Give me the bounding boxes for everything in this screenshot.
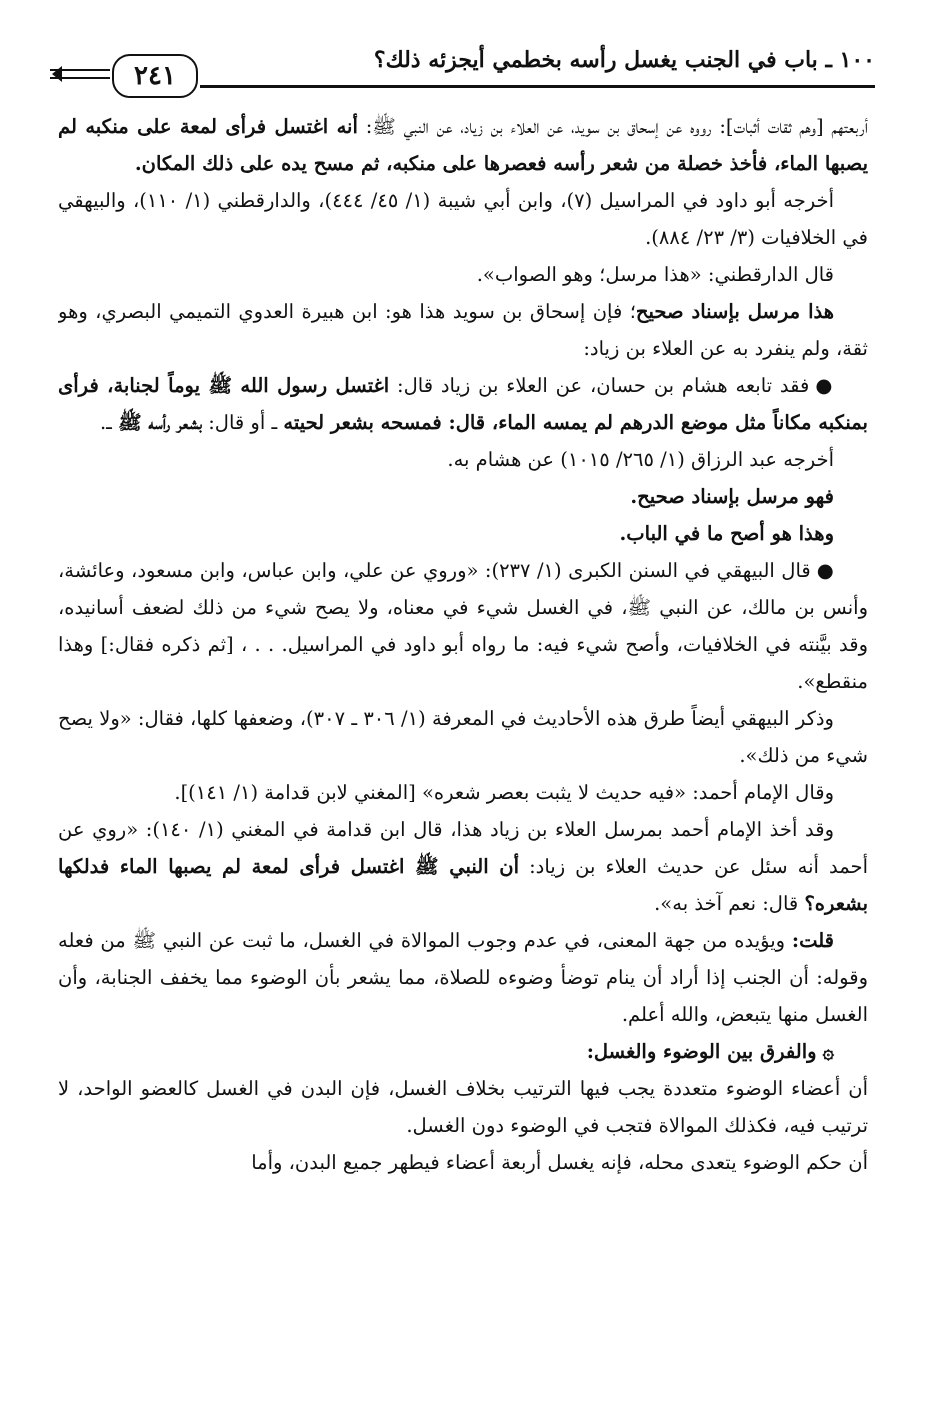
- paragraph: [58, 700, 868, 774]
- text-run: قال البيهقي في السنن الكبرى (١/ ٢٣٧): «وروي عن علي، وابن عباس، وابن مسعود، وعائشة، وأنس بن مالك، عن النبي ﷺ، في الغسل شيء في معناه، ولا يصح شيء من ذلك لضعف أسانيده، وقد بيَّنته في الخلافيات، وأصح شيء فيه: ما رواه أبو داود في المراسيل. . . ، [ثم ذكره فقال:] وهذا منقطع».: [58, 559, 868, 693]
- bold-text: اغتسل رسول الله ﷺ يوماً لجنابة، فرأى بمنكبه مكاناً مثل موضع الدرهم لم يمسه الماء، قال: فمسحه بشعر لحيته: [58, 374, 868, 434]
- paragraph: [58, 552, 868, 700]
- bold-text: فهو مرسل بإسناد صحيح.: [630, 485, 834, 508]
- text-run: أن حكم الوضوء يتعدى محله، فإنه يغسل أربعة أعضاء فيطهر جميع البدن، وأما: [251, 1151, 868, 1174]
- paragraph: [58, 1070, 868, 1144]
- paragraph: [58, 1144, 868, 1181]
- paragraph: [58, 182, 868, 256]
- text-run: وقد أخذ الإمام أحمد بمرسل العلاء بن زياد هذا، قال ابن قدامة في المغني (١/ ١٤٠): «روي عن أحمد أنه سئل عن حديث العلاء بن زياد:: [58, 818, 868, 878]
- text-run: أخرجه أبو داود في المراسيل (٧)، وابن أبي شيبة (١/ ٤٥/ ٤٤٤)، والدارقطني (١/ ١١٠)، والبيهقي في الخلافيات (٣/ ٢٣/ ٨٨٤).: [58, 189, 868, 249]
- text-run: قال الدارقطني: «هذا مرسل؛ وهو الصواب».: [476, 263, 834, 286]
- text-run: أن أعضاء الوضوء متعددة يجب فيها الترتيب بخلاف الغسل، فإن البدن في الغسل كالعضو الواحد، لا ترتيب فيه، فكذلك الموالاة فتجب في الوضوء دون الغسل.: [58, 1077, 868, 1137]
- paragraph: [58, 367, 868, 441]
- paragraph: [58, 478, 868, 515]
- paragraph: [58, 811, 868, 922]
- bold-text: قلت:: [791, 929, 834, 952]
- paragraph: [58, 256, 868, 293]
- bullet-icon: ●: [816, 559, 834, 582]
- text-run: وذكر البيهقي أيضاً طرق هذه الأحاديث في المعرفة (١/ ٣٠٦ ـ ٣٠٧)، وضعفها كلها، فقال: «ولا يصح شيء من ذلك».: [58, 707, 868, 767]
- bullet-icon: ●: [815, 374, 835, 397]
- text-run: أخرجه عبد الرزاق (١/ ٢٦٥/ ١٠١٥) عن هشام به.: [447, 448, 834, 471]
- page-header: [0, 0, 933, 100]
- ornament-icon: [50, 60, 110, 88]
- paragraph: [58, 108, 868, 182]
- bold-text: هذا مرسل بإسناد صحيح: [635, 300, 835, 323]
- bold-text: والفرق بين الوضوء والغسل:: [586, 1040, 817, 1063]
- bold-text: أنه اغتسل فرأى لمعة على منكبه لم يصبها الماء، فأخذ خصلة من شعر رأسه فعصرها على منكبه، ثم مسح يده على ذلك المكان.: [58, 115, 868, 175]
- bold-text: أن النبي ﷺ اغتسل فرأى لمعة لم يصبها الماء فدلكها بشعره؟: [58, 855, 868, 915]
- paragraph: [58, 1033, 868, 1070]
- chapter-title: ١٠٠ ـ باب في الجنب يغسل رأسه بخطمي أيجزئه ذلك؟: [373, 47, 875, 73]
- paragraph: [58, 293, 868, 367]
- bullet-icon: ۞: [822, 1040, 834, 1063]
- paragraph: [58, 922, 868, 1033]
- paragraph: [58, 515, 868, 552]
- page-body: [58, 108, 868, 1398]
- bold-text: بشعر رأسه ﷺ: [118, 411, 203, 434]
- text-run: وقال الإمام أحمد: «فيه حديث لا يثبت بعصر شعره» [المغني لابن قدامة (١/ ١٤١)].: [174, 781, 834, 804]
- header-rule: [200, 85, 875, 88]
- text-run: ـ أو قال:: [202, 411, 284, 434]
- text-run: أربعتهم [وهم ثقات أثبات]: رووه عن إسحاق بن سويد، عن العلاء بن زياد، عن النبي ﷺ:: [357, 115, 868, 138]
- bold-text: وهذا هو أصح ما في الباب.: [619, 522, 834, 545]
- paragraph: [58, 441, 868, 478]
- text-run: ؛ فإن إسحاق بن سويد هذا هو: ابن هبيرة العدوي التميمي البصري، وهو ثقة، ولم ينفرد به عن العلاء بن زياد:: [58, 300, 868, 360]
- paragraph: [58, 774, 868, 811]
- text-run: ويؤيده من جهة المعنى، في عدم وجوب الموالاة في الغسل، ما ثبت عن النبي ﷺ من فعله وقوله: أن الجنب إذا أراد أن ينام توضأ وضوءه للصلاة، مما يشعر بأن الوضوء مما يخفف الجنابة، وأن الغسل منها يتبعض، والله أعلم.: [58, 929, 868, 1026]
- text-run: فقد تابعه هشام بن حسان، عن العلاء بن زياد قال:: [389, 374, 810, 397]
- text-run: ـ.: [99, 411, 119, 434]
- page-number: ٢٤١: [112, 54, 198, 98]
- text-run: قال: نعم آخذ به».: [654, 892, 805, 915]
